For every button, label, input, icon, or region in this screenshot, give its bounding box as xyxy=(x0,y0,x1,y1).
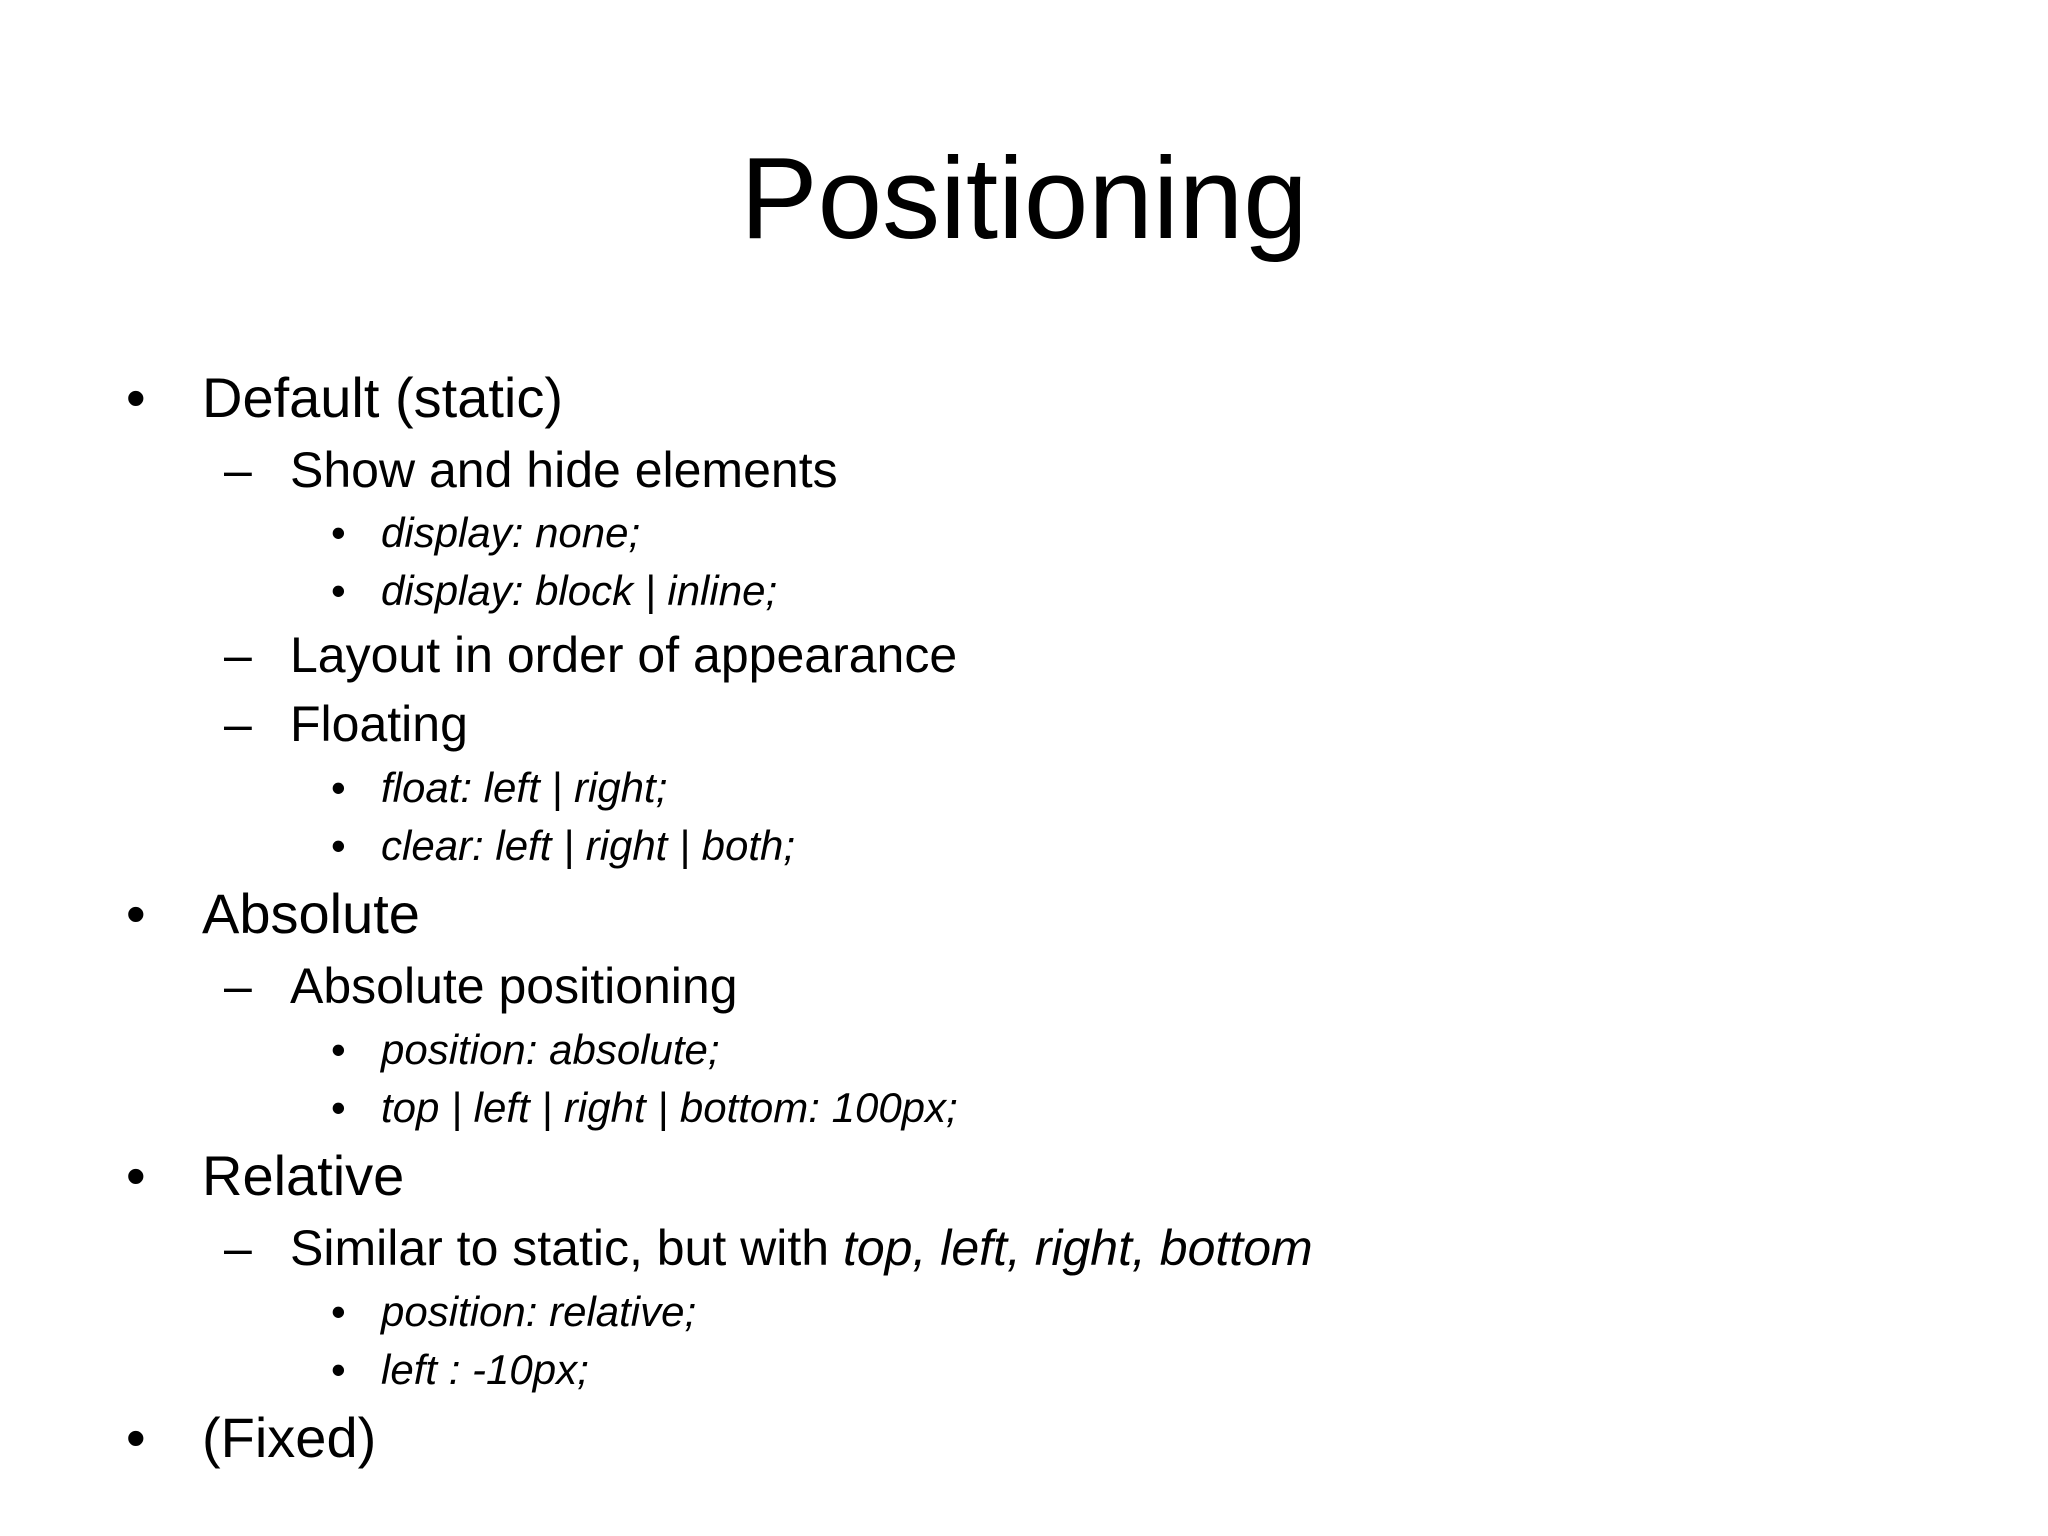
code-text: clear: left | right | both; xyxy=(381,822,796,869)
bullet-dot-icon: • xyxy=(331,1288,346,1335)
bullet-dot-icon: • xyxy=(126,1406,146,1469)
subitem-text: Floating xyxy=(290,696,468,752)
dash-icon: – xyxy=(224,627,252,683)
bullet-dot-icon: • xyxy=(331,509,346,556)
bullet-text: Relative xyxy=(202,1144,405,1207)
dash-icon: – xyxy=(224,1220,252,1276)
slide-title: Positioning xyxy=(740,133,1308,263)
bullet-dot-icon: • xyxy=(331,764,346,811)
code-item-display-none xyxy=(331,508,641,558)
bullet-dot-icon: • xyxy=(331,822,346,869)
bullet-dot-icon: • xyxy=(126,366,146,429)
bullet-dot-icon: • xyxy=(126,1144,146,1207)
dash-icon: – xyxy=(224,696,252,752)
code-text: position: relative; xyxy=(381,1288,697,1335)
bullet-dot-icon: • xyxy=(331,1026,346,1073)
subitem-text: Similar to static, but with xyxy=(290,1220,843,1276)
dash-icon: – xyxy=(224,442,252,498)
code-text: top | left | right | bottom: 100px; xyxy=(381,1084,958,1131)
bullet-dot-icon: • xyxy=(331,1084,346,1131)
code-item-clear xyxy=(331,821,796,871)
code-text: float: left | right; xyxy=(381,764,668,811)
bullet-absolute xyxy=(126,882,420,946)
bullet-default-static xyxy=(126,366,563,430)
code-text: display: block | inline; xyxy=(381,567,778,614)
bullet-text: Default (static) xyxy=(202,366,563,429)
code-text: left : -10px; xyxy=(381,1346,589,1393)
code-item-float xyxy=(331,763,668,813)
code-item-display-block xyxy=(331,566,778,616)
bullet-dot-icon: • xyxy=(331,567,346,614)
subitem-text: Show and hide elements xyxy=(290,442,838,498)
subitem-similar-to-static xyxy=(224,1219,1313,1277)
bullet-relative xyxy=(126,1144,405,1208)
code-item-position-absolute xyxy=(331,1025,720,1075)
code-item-offsets xyxy=(331,1083,958,1133)
bullet-text: (Fixed) xyxy=(202,1406,377,1469)
bullet-dot-icon: • xyxy=(331,1346,346,1393)
subitem-floating xyxy=(224,695,468,753)
bullet-dot-icon: • xyxy=(126,882,146,945)
code-item-left-offset xyxy=(331,1345,589,1395)
code-text: position: absolute; xyxy=(381,1026,720,1073)
bullet-text: Absolute xyxy=(202,882,420,945)
subitem-layout-order xyxy=(224,626,958,684)
code-item-position-relative xyxy=(331,1287,697,1337)
subitem-show-hide xyxy=(224,441,838,499)
code-text: display: none; xyxy=(381,509,641,556)
subitem-text: Layout in order of appearance xyxy=(290,627,958,683)
subitem-text: Absolute positioning xyxy=(290,958,738,1014)
dash-icon: – xyxy=(224,958,252,1014)
subitem-absolute-positioning xyxy=(224,957,738,1015)
bullet-fixed xyxy=(126,1406,377,1470)
subitem-italic-text: top, left, right, bottom xyxy=(842,1220,1313,1276)
